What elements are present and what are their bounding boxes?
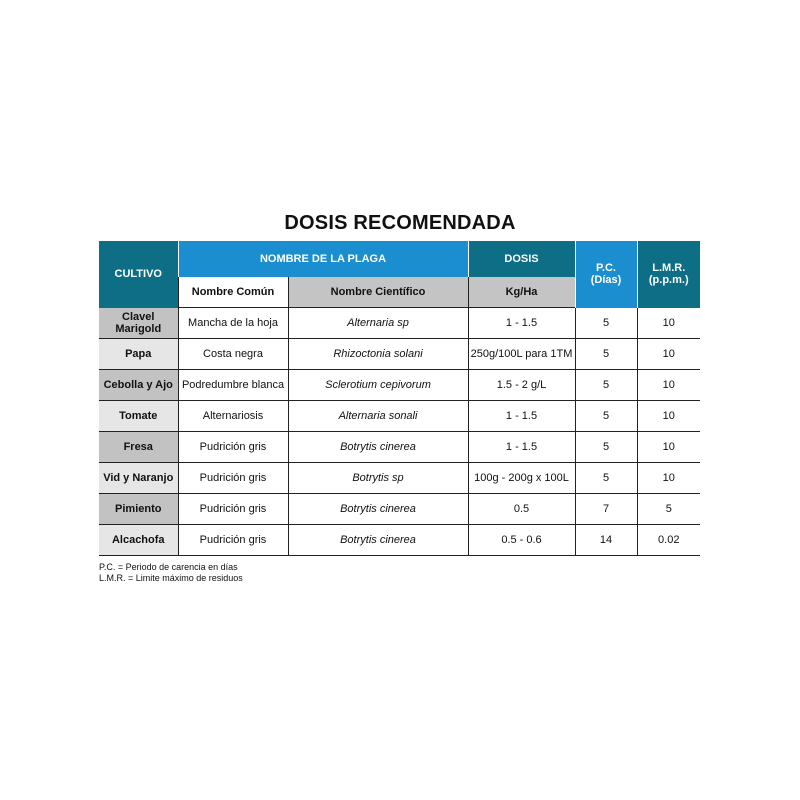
table-row — [99, 525, 700, 556]
lmr-cell: 10 — [637, 339, 700, 370]
footnote-lmr: L.M.R. = Limite máximo de residuos — [99, 573, 243, 583]
header-lmr-line1: L.M.R. — [652, 262, 686, 275]
common-name-cell: Alternariosis — [178, 401, 288, 432]
table-row — [99, 401, 700, 432]
header-dosis: DOSIS — [468, 241, 575, 277]
pc-cell: 5 — [575, 339, 637, 370]
dose-cell: 1 - 1.5 — [468, 432, 575, 463]
table-row — [99, 370, 700, 401]
pc-cell: 5 — [575, 308, 637, 339]
common-name-cell: Podredumbre blanca — [178, 370, 288, 401]
common-name-cell: Pudrición gris — [178, 525, 288, 556]
common-name-cell: Pudrición gris — [178, 494, 288, 525]
header-nombre-plaga: NOMBRE DE LA PLAGA — [178, 241, 468, 277]
dose-cell: 250g/100L para 1TM — [468, 339, 575, 370]
crop-cell: Alcachofa — [99, 525, 178, 556]
pc-cell: 7 — [575, 494, 637, 525]
header-lmr-line2: (p.p.m.) — [648, 274, 689, 287]
crop-cell — [99, 308, 178, 339]
dose-cell: 100g - 200g x 100L — [468, 463, 575, 494]
dose-cell: 0.5 - 0.6 — [468, 525, 575, 556]
header-nombre-comun: Nombre Común — [178, 277, 288, 308]
dose-cell: 1 - 1.5 — [468, 308, 575, 339]
lmr-cell: 10 — [637, 308, 700, 339]
pc-cell: 5 — [575, 463, 637, 494]
table-row — [99, 339, 700, 370]
table-row — [99, 308, 700, 339]
lmr-cell: 10 — [637, 370, 700, 401]
header-cultivo: CULTIVO — [99, 241, 178, 308]
crop-cell: Tomate — [99, 401, 178, 432]
header-lmr — [637, 241, 700, 308]
footnote-pc: P.C. = Periodo de carencia en días — [99, 562, 238, 572]
crop-cell: Cebolla y Ajo — [99, 370, 178, 401]
table-row — [99, 432, 700, 463]
scientific-name-cell: Sclerotium cepivorum — [288, 370, 468, 401]
lmr-cell: 0.02 — [637, 525, 700, 556]
common-name-cell: Pudrición gris — [178, 463, 288, 494]
header-pc-line1: P.C. — [596, 262, 616, 275]
scientific-name-cell: Botrytis cinerea — [288, 525, 468, 556]
crop-cell: Papa — [99, 339, 178, 370]
footnotes — [99, 562, 243, 584]
header-kg-ha: Kg/Ha — [468, 277, 575, 308]
scientific-name-cell: Botrytis sp — [288, 463, 468, 494]
pc-cell: 14 — [575, 525, 637, 556]
crop-name: Clavel — [122, 310, 155, 323]
pc-cell: 5 — [575, 432, 637, 463]
scientific-name-cell: Botrytis cinerea — [288, 494, 468, 525]
lmr-cell: 10 — [637, 432, 700, 463]
crop-cell: Fresa — [99, 432, 178, 463]
lmr-cell: 10 — [637, 463, 700, 494]
page-title: DOSIS RECOMENDADA — [284, 212, 516, 234]
crop-cell: Pimiento — [99, 494, 178, 525]
header-nombre-cientifico: Nombre Científico — [288, 277, 468, 308]
common-name-cell: Costa negra — [178, 339, 288, 370]
scientific-name-cell: Rhizoctonia solani — [288, 339, 468, 370]
crop-name-line2: Marigold — [115, 322, 162, 335]
header-pc — [575, 241, 637, 308]
scientific-name-cell: Alternaria sonali — [288, 401, 468, 432]
dose-cell: 1.5 - 2 g/L — [468, 370, 575, 401]
lmr-cell: 5 — [637, 494, 700, 525]
pc-cell: 5 — [575, 370, 637, 401]
table-row — [99, 494, 700, 525]
header-pc-line2: (Días) — [590, 274, 622, 287]
table-row — [99, 463, 700, 494]
lmr-cell: 10 — [637, 401, 700, 432]
common-name-cell: Mancha de la hoja — [178, 308, 288, 339]
common-name-cell: Pudrición gris — [178, 432, 288, 463]
dosis-table — [99, 241, 700, 556]
scientific-name-cell: Botrytis cinerea — [288, 432, 468, 463]
dose-cell: 1 - 1.5 — [468, 401, 575, 432]
scientific-name-cell: Alternaria sp — [288, 308, 468, 339]
dose-cell: 0.5 — [468, 494, 575, 525]
crop-cell: Vid y Naranjo — [99, 463, 178, 494]
pc-cell: 5 — [575, 401, 637, 432]
